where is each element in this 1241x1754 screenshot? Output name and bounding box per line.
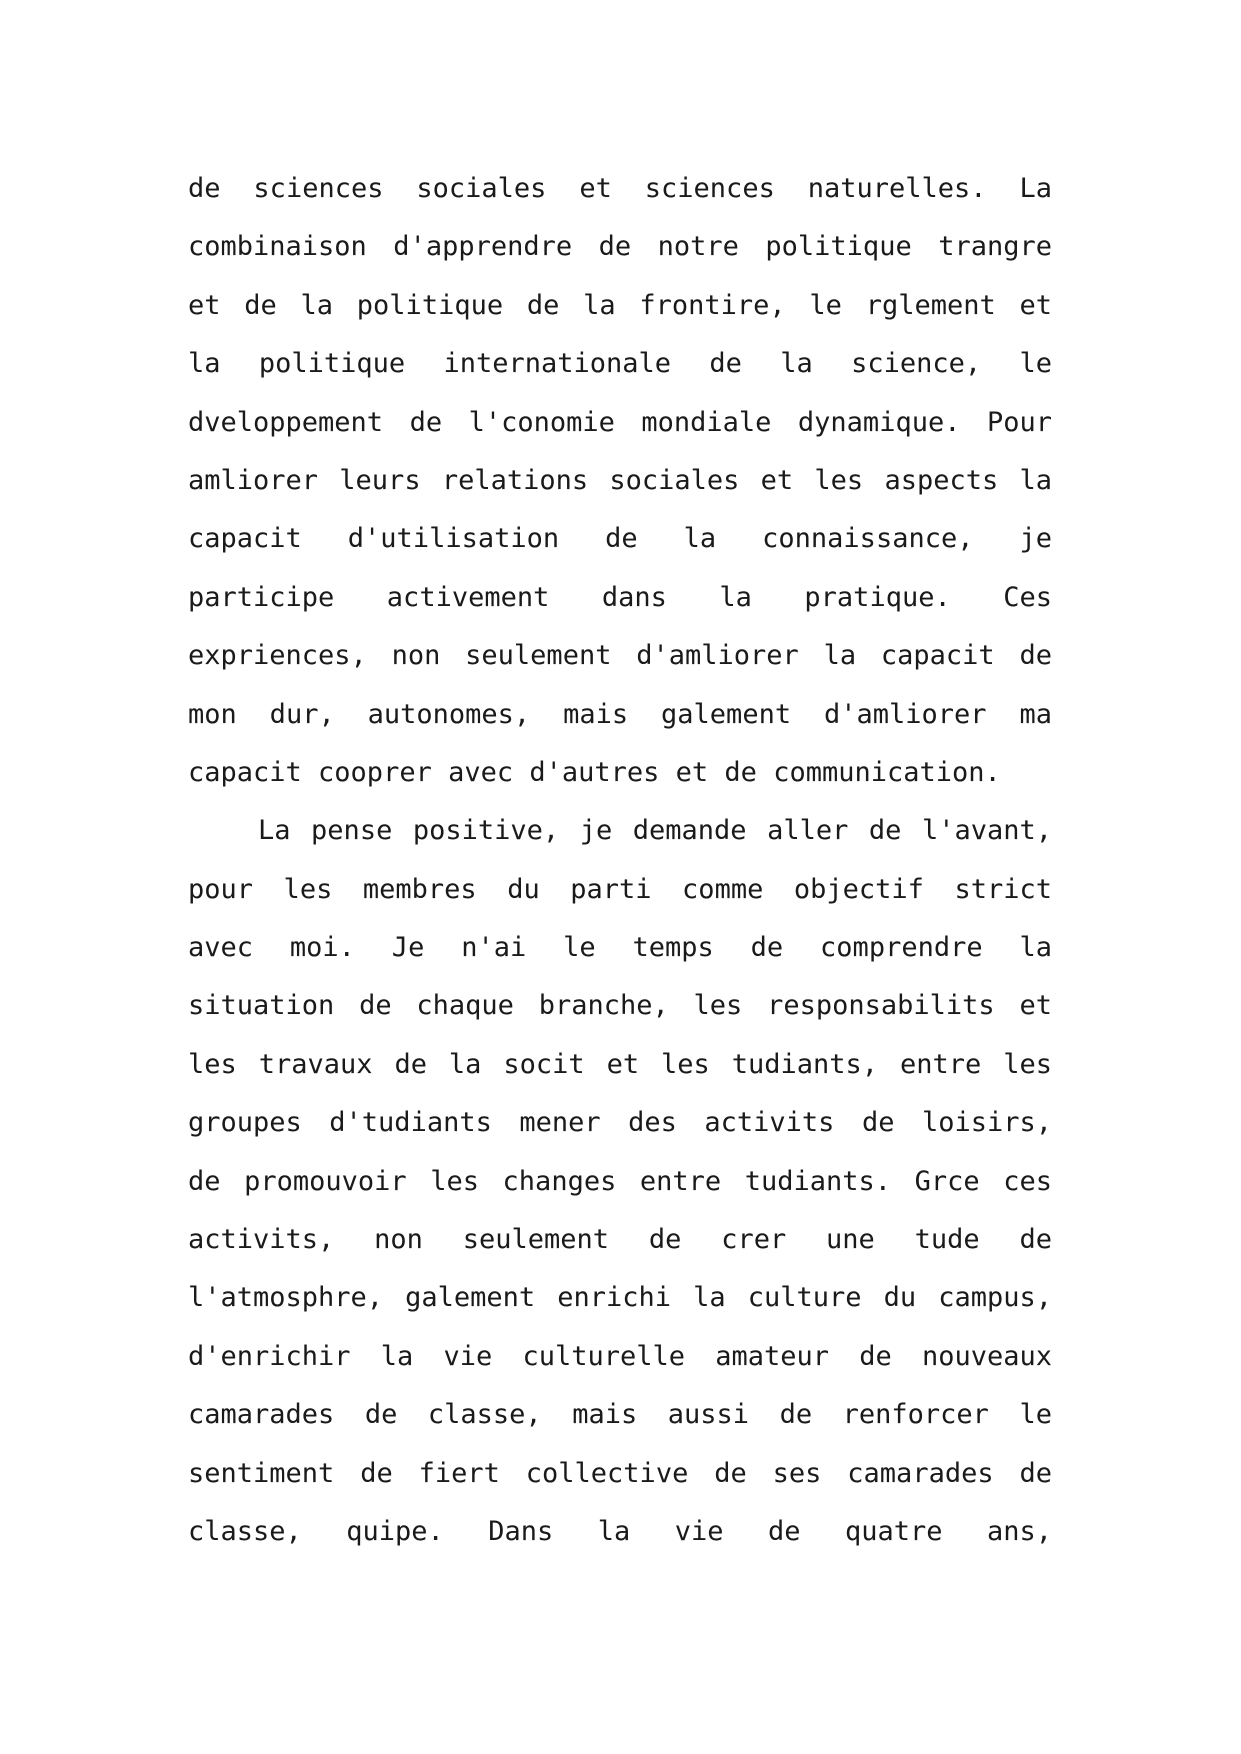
text-line: capacit d'utilisation de la connaissance, je [188, 523, 1052, 555]
text-line: dveloppement de l'conomie mondiale dynamique. Pour [188, 406, 1052, 438]
text-line: combinaison d'apprendre de notre politique trangre [188, 231, 1052, 263]
text-line: expriences, non seulement d'amliorer la capacit de [188, 640, 1052, 672]
text-line: camarades de classe, mais aussi de renforcer le [188, 1399, 1052, 1431]
text-line: mon dur, autonomes, mais galement d'amliorer ma [188, 698, 1052, 730]
text-line: pour les membres du parti comme objectif strict [188, 873, 1052, 905]
paragraph-1 [188, 160, 1052, 802]
text-line: capacit cooprer avec d'autres et de communication. [188, 756, 1001, 788]
text-line: et de la politique de la frontire, le rglement et [188, 289, 1052, 321]
body-text [188, 160, 1052, 1561]
text-line: l'atmosphre, galement enrichi la culture du campus, [188, 1282, 1052, 1314]
text-line: classe, quipe. Dans la vie de quatre ans, [188, 1515, 1052, 1547]
text-line: participe activement dans la pratique. Ces [188, 581, 1052, 613]
text-line: amliorer leurs relations sociales et les aspects la [188, 464, 1052, 496]
text-line: activits, non seulement de crer une tude de [188, 1224, 1052, 1256]
text-line: les travaux de la socit et les tudiants, entre les [188, 1048, 1052, 1080]
text-line: de promouvoir les changes entre tudiants. Grce ces [188, 1165, 1052, 1197]
text-line: avec moi. Je n'ai le temps de comprendre la [188, 932, 1052, 964]
text-line: La pense positive, je demande aller de l'avant, [258, 815, 1052, 847]
text-line: la politique internationale de la science, le [188, 348, 1052, 380]
text-line: groupes d'tudiants mener des activits de loisirs, [188, 1107, 1052, 1139]
text-line: sentiment de fiert collective de ses camarades de [188, 1457, 1052, 1489]
text-line: situation de chaque branche, les responsabilits et [188, 990, 1052, 1022]
paragraph-2 [188, 802, 1052, 1561]
text-line: d'enrichir la vie culturelle amateur de nouveaux [188, 1340, 1052, 1372]
text-line: de sciences sociales et sciences naturelles. La [188, 173, 1052, 204]
